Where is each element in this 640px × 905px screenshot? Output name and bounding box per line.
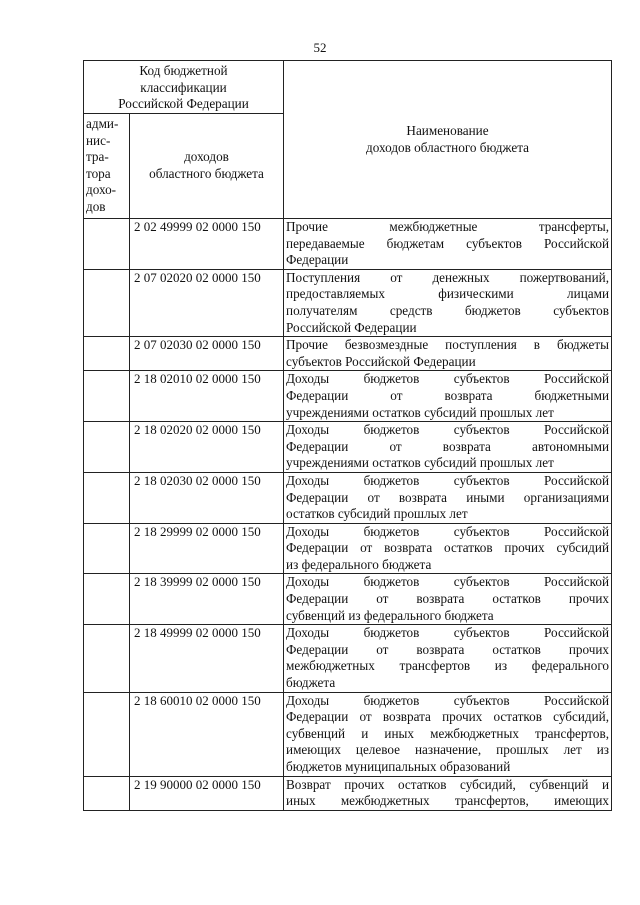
header-name-column: Наименование доходов областного бюджета [284,61,612,219]
name-line: Прочие безвозмездные поступления в бюджеты [286,337,610,353]
admin-code-cell [84,371,130,422]
name-line: Федерации от возврата остатков прочих субсидий [286,540,610,556]
income-code-cell: 2 18 60010 02 0000 150 [130,692,284,776]
table-body [84,61,612,811]
table-row [84,692,612,776]
name-line: Федерации от возврата остатков прочих [286,641,610,657]
table-row [84,371,612,422]
name-line: имеющих целевое назначение, прошлых лет из [286,742,610,758]
income-name-cell [284,472,612,523]
name-line: Доходы бюджетов субъектов Российской [286,371,610,387]
header-row-group [84,61,612,114]
admin-code-cell [84,523,130,574]
admin-code-cell [84,472,130,523]
table-row [84,219,612,270]
income-name-cell [284,574,612,625]
income-name-cell [284,371,612,422]
income-name-cell [284,625,612,692]
income-name-cell [284,269,612,336]
name-line: бюджетов муниципальных образований [286,759,511,774]
name-line: субъектов Российской Федерации [286,353,476,369]
table-row [84,625,612,692]
name-line: Доходы бюджетов субъектов Российской [286,625,610,641]
admin-code-cell [84,692,130,776]
name-line: Доходы бюджетов субъектов Российской [286,523,610,539]
table-row [84,472,612,523]
name-line: учреждениями остатков субсидий прошлых лет [286,455,554,471]
name-line: учреждениями остатков субсидий прошлых лет [286,404,554,420]
table-row [84,776,612,810]
name-line: Федерации от возврата бюджетными [286,387,610,403]
admin-code-cell [84,625,130,692]
name-line: субвенций из федерального бюджета [286,607,494,623]
table-row [84,337,612,371]
income-code-cell: 2 18 49999 02 0000 150 [130,625,284,692]
table-row [84,523,612,574]
name-line: Доходы бюджетов субъектов Российской [286,422,610,438]
name-line: Прочие межбюджетные трансферты, [286,219,610,234]
name-line: остатков субсидий прошлых лет [286,506,468,522]
name-line: Федерации от возврата автономными [286,438,610,454]
income-code-cell: 2 18 29999 02 0000 150 [130,523,284,574]
admin-code-cell [84,269,130,336]
income-code-cell: 2 07 02020 02 0000 150 [130,269,284,336]
header-income-column: доходов областного бюджета [130,114,284,219]
table-row [84,422,612,473]
name-line: Федерации от возврата иными организациями [286,489,610,505]
name-line: субвенций и иных межбюджетных трансфертов, [286,725,610,741]
income-name-cell [284,422,612,473]
income-name-cell [284,692,612,776]
admin-code-cell [84,219,130,270]
admin-code-cell [84,337,130,371]
name-line: из федерального бюджета [286,556,432,572]
name-line: Федерации от возврата остатков прочих [286,591,610,607]
name-line: Доходы бюджетов субъектов Российской [286,574,610,590]
income-code-cell: 2 02 49999 02 0000 150 [130,219,284,270]
header-code-group: Код бюджетной классификации Российской Федерации [84,61,284,114]
name-line: Доходы бюджетов субъектов Российской [286,472,610,488]
income-code-cell: 2 18 39999 02 0000 150 [130,574,284,625]
name-line: Доходы бюджетов субъектов Российской [286,692,610,708]
table-row [84,269,612,336]
name-line: Российской Федерации [286,319,417,335]
name-line: Возврат прочих остатков субсидий, субвенций и [286,776,610,792]
name-line: передаваемые бюджетам субъектов Российской [286,235,610,251]
income-code-cell: 2 18 02010 02 0000 150 [130,371,284,422]
name-line: бюджета [286,675,336,691]
admin-code-cell [84,776,130,810]
income-code-cell: 2 18 02030 02 0000 150 [130,472,284,523]
name-line: Федерации [286,252,349,268]
name-line: предоставляемых физическими лицами [286,286,610,302]
income-code-cell: 2 07 02030 02 0000 150 [130,337,284,371]
income-name-cell [284,219,612,270]
budget-classification-table [83,60,612,811]
income-name-cell [284,523,612,574]
income-name-cell [284,337,612,371]
income-code-cell: 2 18 02020 02 0000 150 [130,422,284,473]
name-line: получателям средств бюджетов субъектов [286,302,610,318]
table-row [84,574,612,625]
admin-code-cell [84,422,130,473]
name-line: Федерации от возврата прочих остатков субсидий, [286,709,610,725]
income-name-cell [284,776,612,810]
income-code-cell: 2 19 90000 02 0000 150 [130,776,284,810]
header-admin-column: адми- нис- тра- тора дохо- дов [84,114,130,219]
admin-code-cell [84,574,130,625]
page-number: 52 [313,40,327,55]
name-line: межбюджетных трансфертов из федерального [286,658,610,674]
name-line: иных межбюджетных трансфертов, имеющих [286,793,610,809]
name-line: Поступления от денежных пожертвований, [286,269,610,285]
